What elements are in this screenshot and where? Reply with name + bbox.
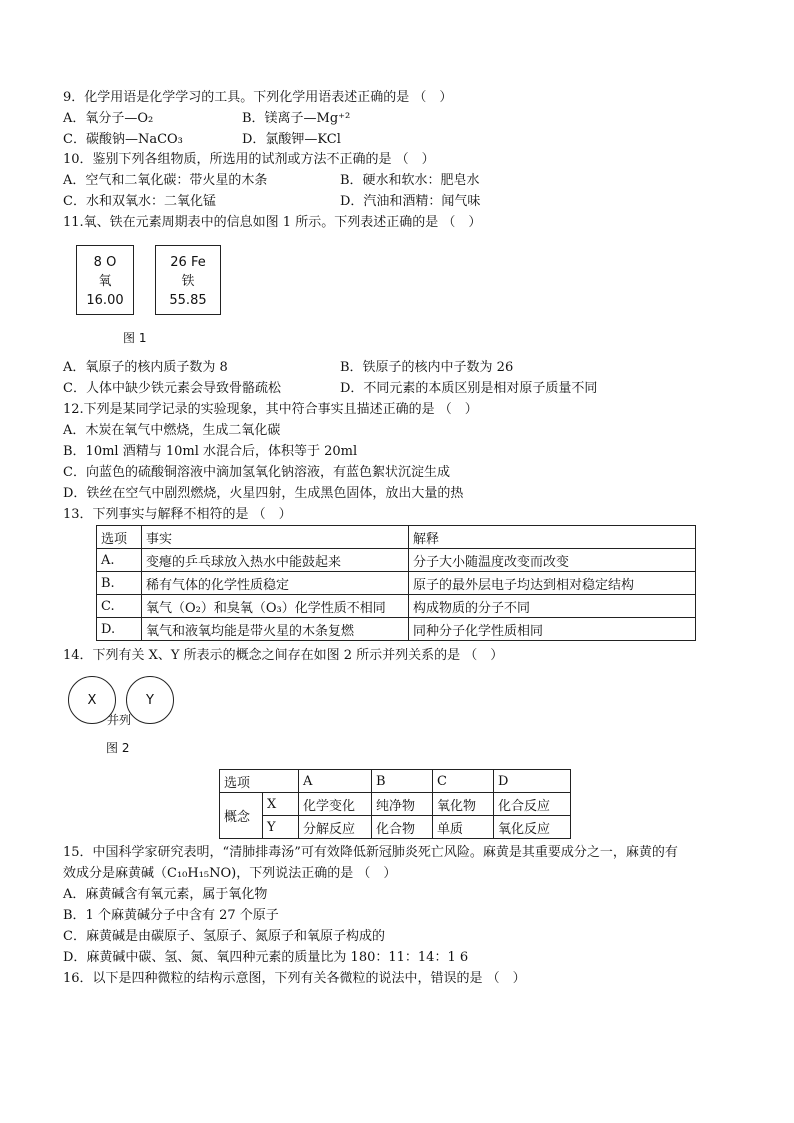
table-cell: 氧气（O₂）和臭氧（O₃）化学性质不相同	[142, 595, 409, 618]
table-row	[97, 595, 696, 618]
table-cell: 纯净物	[372, 793, 433, 816]
q11-option-c: C．人体中缺少铁元素会导致骨骼疏松	[63, 381, 281, 396]
iron-mass: 55.85	[169, 293, 207, 308]
table-header-cell: 事实	[142, 526, 409, 549]
iron-number-symbol: 26 Fe	[170, 255, 206, 270]
table-cell: 化学变化	[299, 793, 372, 816]
oxygen-mass: 16.00	[86, 293, 124, 308]
q15-option-d: D．麻黄碱中碳、氢、氮、氧四种元素的质量比为 180：11：14：1 6	[63, 950, 469, 965]
table-header-cell: 选项	[220, 770, 299, 793]
q9-option-a: A．氧分子—O₂	[63, 111, 154, 126]
q12-option-a: A．木炭在氧气中燃烧，生成二氧化碳	[63, 423, 281, 438]
q14-stem: 14．下列有关 X、Y 所表示的概念之间存在如图 2 所示并列关系的是 （ ）	[63, 648, 504, 663]
iron-name: 铁	[181, 274, 195, 289]
oxygen-number-symbol: 8 O	[93, 255, 117, 270]
table-row	[220, 793, 571, 816]
q11-option-b: B．铁原子的核内中子数为 26	[340, 360, 514, 375]
table-cell: 氧气和液氧均能是带火星的木条复燃	[142, 618, 409, 641]
table-cell: 变瘪的乒乓球放入热水中能鼓起来	[142, 549, 409, 572]
q9-stem: 9．化学用语是化学学习的工具。下列化学用语表述正确的是 （ ）	[63, 90, 453, 105]
table-cell: 氧化反应	[494, 816, 571, 839]
table-cell: 同种分子化学性质相同	[409, 618, 696, 641]
table-header-cell: D	[494, 770, 571, 793]
table-cell: 分解反应	[299, 816, 372, 839]
q15-stem-line1: 15．中国科学家研究表明，“清肺排毒汤”可有效降低新冠肺炎死亡风险。麻黄是其重要成分之一，麻黄的有	[63, 845, 678, 860]
concept-circle-y	[126, 676, 174, 724]
table-row	[97, 618, 696, 641]
q13-table	[96, 525, 696, 641]
figure-2-caption: 图 2	[106, 741, 130, 755]
q10-option-c: C．水和双氧水：二氧化锰	[63, 194, 216, 209]
q12-option-b: B．10ml 酒精与 10ml 水混合后，体积等于 20ml	[63, 444, 358, 459]
q10-stem: 10．鉴别下列各组物质，所选用的试剂或方法不正确的是 （ ）	[63, 152, 435, 167]
circle-x-label: X	[87, 692, 97, 708]
table-header-cell: 解释	[409, 526, 696, 549]
table-header-row	[97, 526, 696, 549]
table-header-cell: 选项	[97, 526, 142, 549]
q12-stem: 12.下列是某同学记录的实验现象，其中符合事实且描述正确的是 （ ）	[63, 402, 478, 417]
table-header-cell: C	[433, 770, 494, 793]
table-row	[220, 816, 571, 839]
table-group-label: 概念	[220, 793, 263, 839]
table-cell: 构成物质的分子不同	[409, 595, 696, 618]
q11-option-a: A．氧原子的核内质子数为 8	[63, 360, 228, 375]
q14-table	[219, 769, 571, 839]
q11-option-d: D．不同元素的本质区别是相对原子质量不同	[340, 381, 598, 396]
table-header-cell: B	[372, 770, 433, 793]
table-cell: Y	[263, 816, 299, 839]
table-cell: 单质	[433, 816, 494, 839]
q10-option-b: B．硬水和软水：肥皂水	[340, 173, 480, 188]
table-cell: X	[263, 793, 299, 816]
table-row	[97, 572, 696, 595]
table-cell: 稀有气体的化学性质稳定	[142, 572, 409, 595]
table-cell: 氧化物	[433, 793, 494, 816]
table-cell: 化合反应	[494, 793, 571, 816]
table-header-cell: A	[299, 770, 372, 793]
q10-option-d: D．汽油和酒精：闻气味	[340, 194, 481, 209]
table-cell: B.	[97, 572, 142, 595]
periodic-cell-oxygen	[76, 245, 134, 315]
table-cell: 分子大小随温度改变而改变	[409, 549, 696, 572]
table-cell: A.	[97, 549, 142, 572]
oxygen-name: 氧	[98, 274, 112, 289]
circle-y-label: Y	[146, 692, 154, 708]
q11-stem: 11.氧、铁在元素周期表中的信息如图 1 所示。下列表述正确的是 （ ）	[63, 215, 482, 230]
table-cell: 化合物	[372, 816, 433, 839]
table-cell: C.	[97, 595, 142, 618]
table-cell: 原子的最外层电子均达到相对稳定结构	[409, 572, 696, 595]
q12-option-d: D．铁丝在空气中剧烈燃烧，火星四射，生成黑色固体，放出大量的热	[63, 486, 464, 501]
table-row	[97, 549, 696, 572]
figure-1-caption: 图 1	[123, 331, 147, 345]
relation-label: 并列	[107, 713, 132, 727]
q9-option-d: D．氯酸钾—KCl	[242, 132, 341, 147]
periodic-cell-iron	[155, 245, 221, 315]
q12-option-c: C．向蓝色的硫酸铜溶液中滴加氢氧化钠溶液，有蓝色絮状沉淀生成	[63, 465, 450, 480]
q15-option-b: B．1 个麻黄碱分子中含有 27 个原子	[63, 908, 279, 923]
q15-stem-line2: 效成分是麻黄碱（C₁₀H₁₅NO)，下列说法正确的是 （ ）	[63, 866, 397, 881]
q15-option-a: A．麻黄碱含有氧元素，属于氧化物	[63, 887, 268, 902]
table-cell: D.	[97, 618, 142, 641]
table-header-row	[220, 770, 571, 793]
q13-stem: 13．下列事实与解释不相符的是 （ ）	[63, 507, 292, 522]
q15-option-c: C．麻黄碱是由碳原子、氢原子、氮原子和氧原子构成的	[63, 929, 385, 944]
q10-option-a: A．空气和二氧化碳：带火星的木条	[63, 173, 268, 188]
q16-stem: 16．以下是四种微粒的结构示意图，下列有关各微粒的说法中，错误的是 （ ）	[63, 971, 526, 986]
q9-option-c: C．碳酸钠—NaCO₃	[63, 132, 183, 147]
q9-option-b: B．镁离子—Mg⁺²	[242, 111, 351, 126]
